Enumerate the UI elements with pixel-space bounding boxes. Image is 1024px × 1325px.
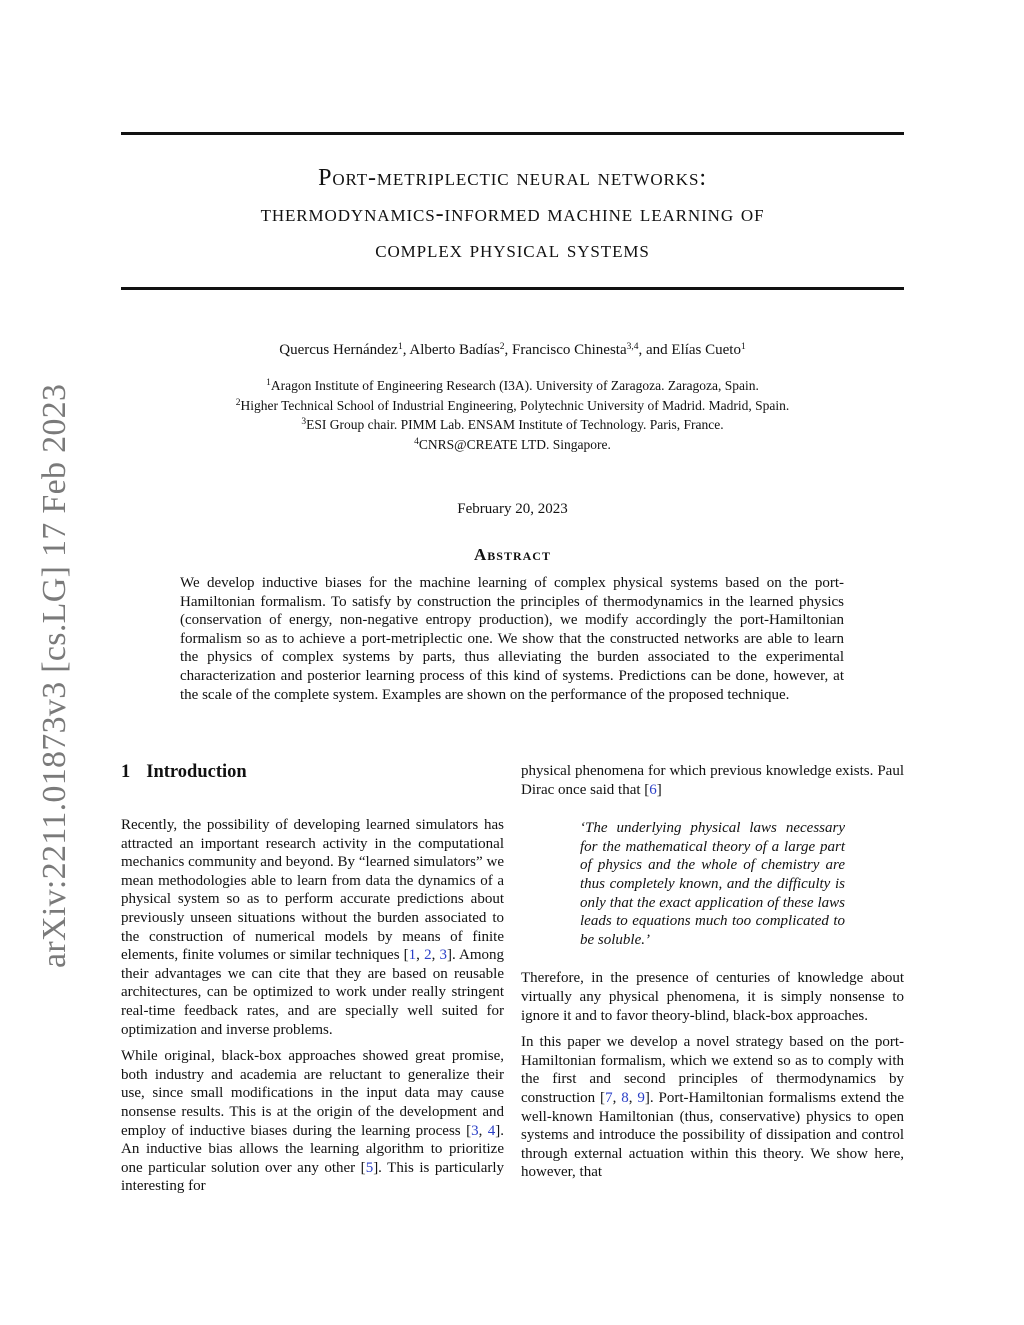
citation-link[interactable]: 7 [605,1089,613,1106]
affiliation [121,396,904,416]
citation-separator: , [431,947,440,964]
affiliation-mark: 3 [301,417,307,427]
paragraph-text: ]. This is particularly interesting for [121,1159,505,1195]
author-affiliation-mark: 3,4 [626,342,639,352]
affiliation-text: CNRS@CREATE LTD. Singapore. [418,436,611,452]
author-name: Francisco Chinesta [512,342,627,358]
paragraph-text: ]. Port-Hamiltonian formalisms extend the well-known Hamiltonian (thus, conservative) physics to open systems and introduce the possibility of dissipation and control through external actuation within this theory. We show here, however, that [521,1089,905,1181]
citation-separator: , [612,1089,622,1106]
citation-separator: , [478,1122,488,1139]
affiliation-mark: 4 [414,436,419,447]
paragraph: Therefore, in the presence of centuries of knowledge about virtually any physical phenomena, it is simply nonsense to ignore it and to favor theory-blind, black-box approaches. [521,970,904,1024]
affiliation [121,376,904,396]
title-rule-bottom [121,287,904,290]
paragraph [121,1047,504,1196]
affiliation-text: ESI Group chair. PIMM Lab. ENSAM Institute of Technology. Paris, France. [306,417,724,432]
citation-separator: , [416,947,425,964]
title-line-2: thermodynamics-informed machine learning of [260,201,765,227]
right-column [521,762,904,1182]
affiliation-mark: 2 [235,397,241,408]
citation-link[interactable]: 1 [408,947,417,964]
arxiv-identifier-stamp: arXiv:2211.01873v3 [cs.LG] 17 Feb 2023 [36,383,73,968]
citation-link[interactable]: 4 [487,1122,496,1139]
author-name: Quercus Hernández [279,342,398,358]
title-line-1: Port-metriplectic neural networks: [318,165,707,191]
section-title: Introduction [146,762,247,782]
affiliation [121,415,904,435]
paragraph-text: ]. Among their advantages we can cite that they are based on reusable architectures, can be optimized to work under really stringent real-time feedback rates, and are specially well suited for optimization and inverse problems. [121,947,505,1038]
citation-link[interactable]: 3 [439,947,447,964]
paragraph-text: physical phenomena for which previous knowledge exists. Paul Dirac once said that [ [521,763,904,798]
publication-date: February 20, 2023 [457,501,568,517]
author-list [121,340,904,360]
author-affiliation-mark: 2 [499,342,505,352]
citation-link[interactable]: 5 [365,1159,374,1176]
author-separator: , [402,342,410,358]
citation-link[interactable]: 6 [649,781,657,798]
author-name: Alberto Badías [409,342,500,358]
author-separator: , [504,342,513,358]
paragraph-text: ]. An inductive bias allows the learning algorithm to prioritize one particular solution over any other [ [121,1122,505,1176]
block-quote: ‘The underlying physical laws necessary for the mathematical theory of a large part of physics and the whole of chemistry are thus completely known, and the difficulty is only that the exact application of these laws leads to equations much too complicated to be soluble.’ [580,820,845,948]
title-rule-top [121,132,904,135]
paper-title [121,160,904,268]
author-affiliation-mark: 1 [397,342,403,352]
paragraph-text: ] [656,781,662,798]
citation-link[interactable]: 3 [471,1122,479,1139]
abstract-heading: Abstract [474,545,551,564]
affiliation-text: Aragon Institute of Engineering Research (I3A). University of Zaragoza. Zaragoza, Spain. [270,378,759,393]
paragraph [521,1033,904,1182]
abstract-body: We develop inductive biases for the machine learning of complex physical systems based on the port-Hamiltonian formalism. To satisfy by construction the principles of thermodynamics in the learned physics (conservation of energy, non-negative entropy production), we modify accordingly the port-Hamiltonian formalism so as to achieve a port-metriplectic one. We show that the constructed networks are able to learn the physics of complex systems by parts, thus alleviating the burden associated to the experimental characterization and posterior learning process of this kind of systems. Predictions can be done, however, at the scale of the complete system. Examples are shown on the performance of the proposed technique. [180,575,844,703]
affiliation [121,435,904,455]
affiliation-text: Higher Technical School of Industrial Engineering, Polytechnic University of Madrid. Madrid, Spain. [240,397,790,413]
paragraph [121,816,504,1039]
paragraph [521,762,904,799]
section-heading [121,762,504,782]
author-name: Elías Cueto [671,342,741,358]
citation-link[interactable]: 9 [637,1089,645,1106]
affiliation-list [121,376,904,454]
author-separator: , and [638,342,672,358]
paragraph-text: While original, black-box approaches showed great promise, both industry and academia are reluctant to generalize their use, since small modifications in the input data may cause nonsense results. This is at the origin of the development and employ of inductive biases during the learning process [ [121,1048,504,1139]
paragraph-text: In this paper we develop a novel strategy based on the port-Hamiltonian formalism, which we extend so as to comply with the first and second principles of thermodynamics by construction [ [521,1034,904,1106]
citation-link[interactable]: 8 [621,1089,629,1106]
citation-separator: , [628,1089,638,1106]
section-number: 1 [121,762,131,782]
left-column [121,762,504,1196]
citation-link[interactable]: 2 [424,947,432,964]
paragraph-text: Recently, the possibility of developing learned simulators has attracted an important research activity in the computational mechanics community and beyond. By “learned simulators” we mean methodologies able to learn from data the dynamics of a physical system so as to perform accurate predictions about previously unseen situations without the burden associated to the construction of numerical models by means of finite elements, finite volumes or similar techniques [ [121,817,504,964]
affiliation-mark: 1 [266,378,271,388]
author-affiliation-mark: 1 [740,342,746,352]
title-line-3: complex physical systems [375,237,650,263]
